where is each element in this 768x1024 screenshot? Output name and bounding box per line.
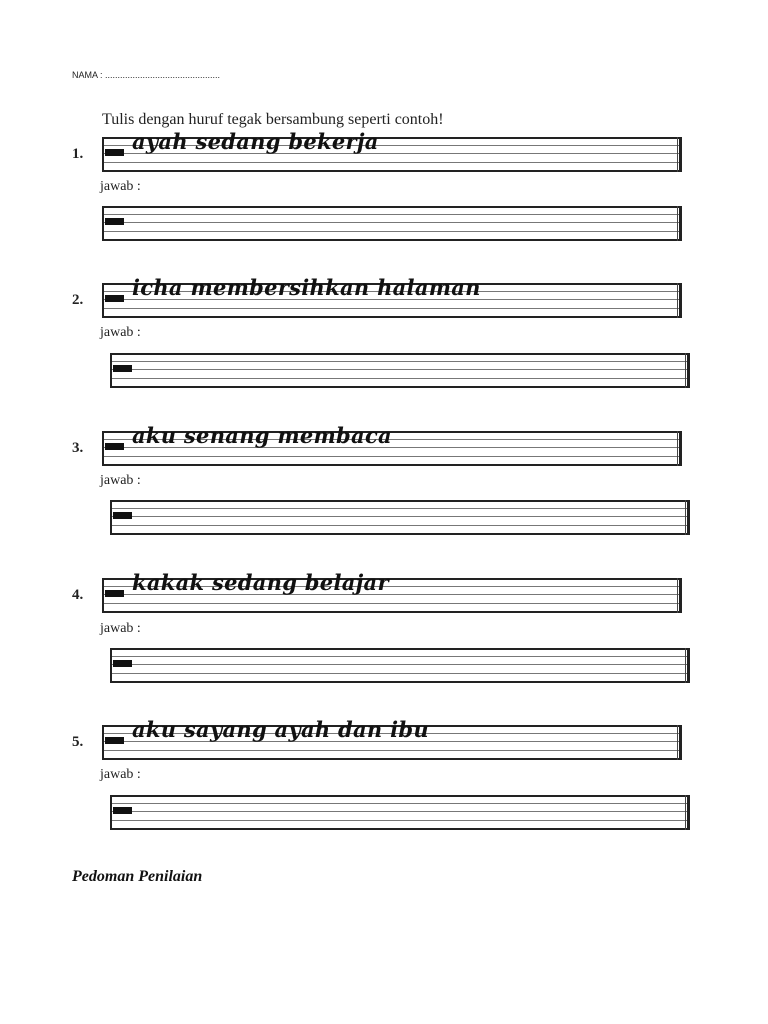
item-2-answer-label: jawab : (100, 325, 141, 340)
item-2-number: 2. (72, 292, 84, 308)
item-4-number: 4. (72, 587, 84, 603)
item-4-answer-staff[interactable] (110, 648, 690, 682)
item-5-answer-label: jawab : (100, 767, 141, 782)
staff-marker (113, 660, 132, 667)
item-3-answer-staff[interactable] (110, 500, 690, 534)
staff-marker (105, 218, 124, 225)
item-5-example-staff (102, 717, 682, 759)
item-3-example-sentence: aku senang membaca (132, 423, 392, 448)
item-2-example-sentence: icha membersihkan halaman (132, 275, 481, 300)
item-4-example-sentence: kakak sedang belajar (132, 570, 389, 595)
nama-field-label: NAMA : .............................................. (72, 70, 221, 80)
item-1-answer-label: jawab : (100, 179, 141, 194)
footer-heading: Pedoman Penilaian (72, 868, 203, 885)
instruction-text: Tulis dengan huruf tegak bersambung seperti contoh! (102, 111, 444, 128)
staff-marker (113, 807, 132, 814)
item-3-answer-label: jawab : (100, 473, 141, 488)
staff-marker (105, 737, 124, 744)
item-1-answer-staff[interactable] (102, 206, 682, 240)
item-1-example-sentence: ayah sedang bekerja (132, 129, 379, 154)
item-4-answer-label: jawab : (100, 621, 141, 636)
staff-marker (113, 365, 132, 372)
staff-marker (113, 512, 132, 519)
item-1-number: 1. (72, 146, 84, 162)
staff-marker (105, 295, 124, 302)
item-1-example-staff (102, 129, 682, 171)
staff-marker (105, 149, 124, 156)
item-3-example-staff (102, 423, 682, 465)
item-5-answer-staff[interactable] (110, 795, 690, 829)
staff-marker (105, 590, 124, 597)
item-4-example-staff (102, 570, 682, 612)
item-5-number: 5. (72, 734, 84, 750)
staff-marker (105, 443, 124, 450)
item-2-answer-staff[interactable] (110, 353, 690, 387)
item-2-example-staff (102, 275, 682, 317)
item-3-number: 3. (72, 440, 84, 456)
item-5-example-sentence: aku sayang ayah dan ibu (132, 717, 429, 742)
